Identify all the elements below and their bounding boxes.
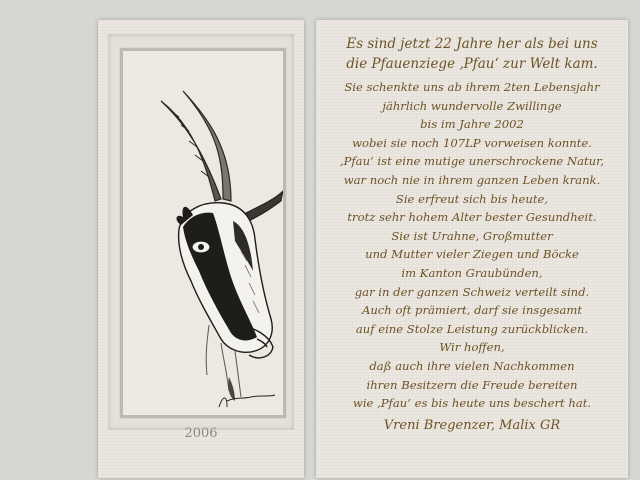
poem-line: Sie schenkte uns ab ihrem 2ten Lebensjahr <box>344 80 600 94</box>
poem-line: und Mutter vieler Ziegen und Böcke <box>365 247 579 262</box>
author-signature: Vreni Bregenzer, Malix GR <box>383 417 561 433</box>
poem-line: wobei sie noch 107LP vorweisen konnte. <box>352 135 592 150</box>
headline <box>316 34 628 74</box>
poem-line: Auch oft prämiert, darf sie insgesamt <box>361 303 583 318</box>
headline-line: Es sind jetzt 22 Jahre her als bei uns <box>346 36 598 52</box>
poem-line: ihren Besitzern die Freude bereiten <box>366 377 578 392</box>
poem-line: Wir hoffen, <box>439 340 505 355</box>
left-card <box>98 20 304 478</box>
poem-line: auf eine Stolze Leistung zurückblicken. <box>355 321 589 336</box>
goat-drawing <box>123 51 283 415</box>
poem-line: Sie erfreut sich bis heute, <box>395 191 549 206</box>
poem-line: war noch nie in ihrem ganzen Leben krank. <box>343 172 601 187</box>
year-label: 2006 <box>184 426 218 441</box>
poem-line: trotz sehr hohem Alter bester Gesundheit. <box>347 210 597 225</box>
picture-frame <box>120 48 286 418</box>
picture-mat <box>108 34 294 430</box>
poem-line: daß auch ihre vielen Nachkommen <box>369 358 575 373</box>
poem-line: ‚Pfau‘ ist eine mutige unerschrockene Natur, <box>339 154 605 169</box>
headline-line: die Pfauenziege ‚Pfau‘ zur Welt kam. <box>346 56 598 72</box>
poem-line: im Kanton Graubünden, <box>401 265 543 280</box>
right-card <box>316 20 628 478</box>
poem-line: Sie ist Urahne, Großmutter <box>391 228 553 243</box>
poem-line: wie ‚Pfau‘ es bis heute uns beschert hat. <box>352 396 592 411</box>
poem-line: jährlich wundervolle Zwillinge <box>382 98 562 113</box>
poem-text <box>316 34 628 437</box>
poem-line: bis im Jahre 2002 <box>420 117 524 132</box>
poem-line: gar in der ganzen Schweiz verteilt sind. <box>354 284 590 299</box>
